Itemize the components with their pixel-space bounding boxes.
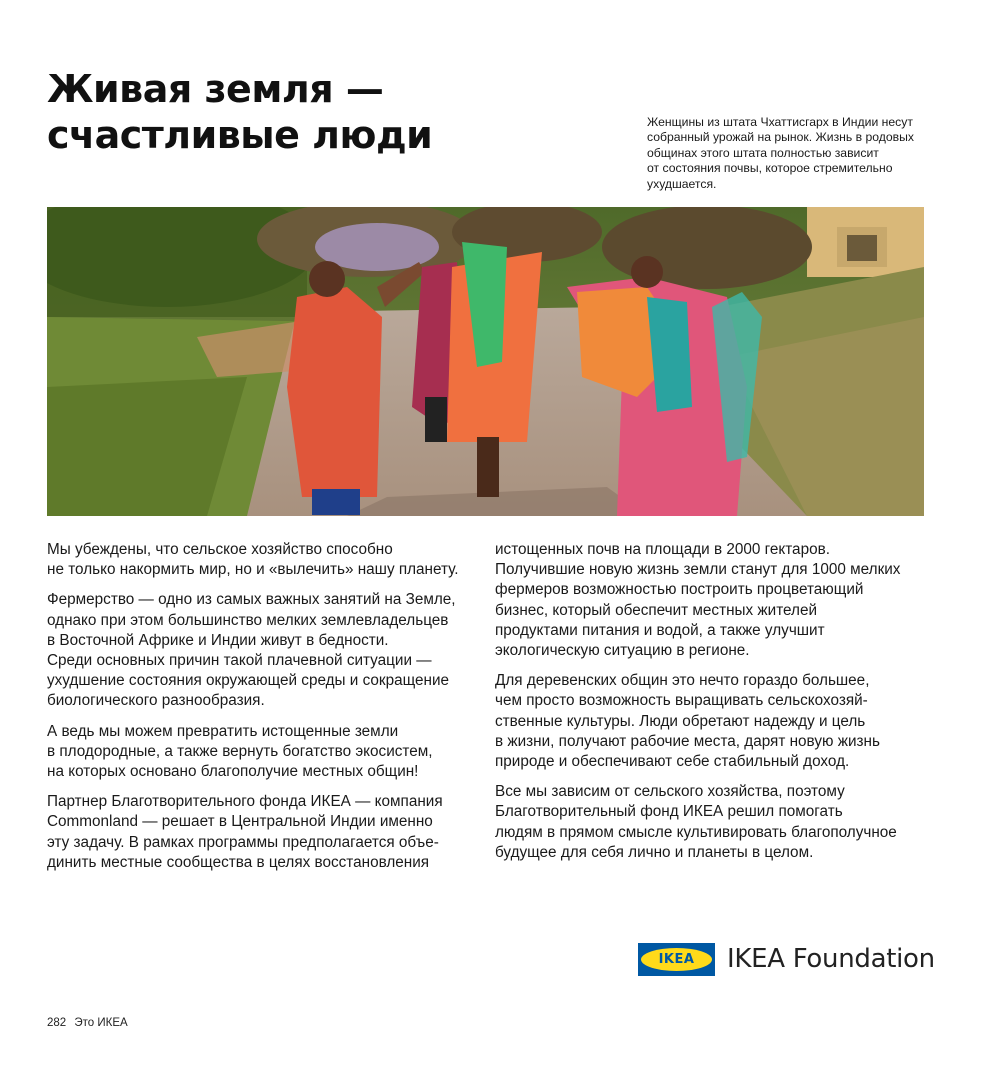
text-line: не только накормить мир, но и «вылечить» нашу планету. (47, 561, 459, 579)
text-line: будущее для себя лично и планеты в целом. (495, 843, 814, 861)
page-footer (47, 1017, 128, 1029)
text-line: продуктами питания и водой, а также улучшит (495, 621, 825, 639)
caption-line: ухудшается. (647, 176, 717, 191)
paragraph (495, 671, 935, 772)
photo-illustration (47, 207, 924, 516)
paragraph (47, 540, 487, 580)
article-left-column (47, 540, 487, 883)
text-line: однако при этом большинство мелких землевладельцев (47, 611, 449, 629)
paragraph (495, 782, 935, 863)
text-line: Среди основных причин такой плачевной ситуации — (47, 652, 432, 670)
text-line: природе и обеспечивают себе стабильный доход. (495, 753, 850, 771)
text-line: Фермерство — одно из самых важных занятий на Земле, (47, 591, 456, 609)
text-line: Благотворительный фонд ИКЕА решил помогать (495, 803, 843, 821)
ikea-logo-icon (638, 943, 715, 976)
text-line: Для деревенских общин это нечто гораздо большее, (495, 672, 870, 690)
page-number: 282 (47, 1017, 67, 1029)
text-line: динить местные сообщества в целях восстановления (47, 853, 430, 871)
text-line: эту задачу. В рамках программы предполагается объе- (47, 833, 439, 851)
paragraph (47, 722, 487, 783)
text-line: экологическую ситуацию в регионе. (495, 642, 750, 660)
text-line: людям в прямом смысле культивировать благополучное (495, 823, 897, 841)
article-right-column (495, 540, 935, 873)
page-title (47, 66, 607, 158)
text-line: Все мы зависим от сельского хозяйства, поэтому (495, 783, 845, 801)
section-name: Это ИКЕА (74, 1017, 128, 1029)
text-line: Мы убеждены, что сельское хозяйство способно (47, 541, 393, 558)
title-line: Живая земля — (47, 67, 384, 111)
caption-line: собранный урожай на рынок. Жизнь в родовых (647, 130, 914, 145)
text-line: чем просто возможность выращивать сельскохозяй- (495, 692, 868, 710)
photo-women-carrying-harvest (47, 207, 924, 516)
text-line: в Восточной Африке и Индии живут в бедности. (47, 631, 389, 649)
title-line: счастливые люди (47, 113, 433, 157)
paragraph (47, 792, 487, 873)
text-line: истощенных почв на площади в 2000 гектаров. (495, 541, 830, 558)
caption-line: Женщины из штата Чхаттисгарх в Индии несут (647, 115, 913, 129)
text-line: фермеров возможностью построить процветающий (495, 581, 864, 599)
text-line: ухудшение состояния окружающей среды и сокращение (47, 672, 450, 690)
text-line: Commonland — решает в Центральной Индии именно (47, 813, 433, 831)
text-line: биологического разнообразия. (47, 692, 265, 710)
text-line: в плодородные, а также вернуть богатство экосистем, (47, 742, 433, 760)
foundation-name: IKEA Foundation (727, 944, 935, 974)
text-line: в жизни, получают рабочие места, дарят новую жизнь (495, 732, 880, 750)
paragraph (495, 540, 935, 661)
text-line: Получившие новую жизнь земли станут для 1000 мелких (495, 561, 901, 579)
text-line: на которых основано благополучие местных общин! (47, 763, 419, 781)
photo-caption (647, 115, 937, 192)
caption-line: от состояния почвы, которое стремительно (647, 161, 893, 176)
text-line: А ведь мы можем превратить истощенные земли (47, 722, 399, 740)
text-line: бизнес, который обеспечит местных жителей (495, 601, 818, 619)
ikea-foundation-logo (638, 942, 935, 976)
text-line: ственные культуры. Люди обретают надежду и цель (495, 712, 866, 730)
paragraph (47, 590, 487, 711)
text-line: Партнер Благотворительного фонда ИКЕА — компания (47, 793, 443, 811)
caption-line: общинах этого штата полностью зависит (647, 145, 879, 160)
ikea-logo-mark: IKEA (641, 948, 712, 971)
